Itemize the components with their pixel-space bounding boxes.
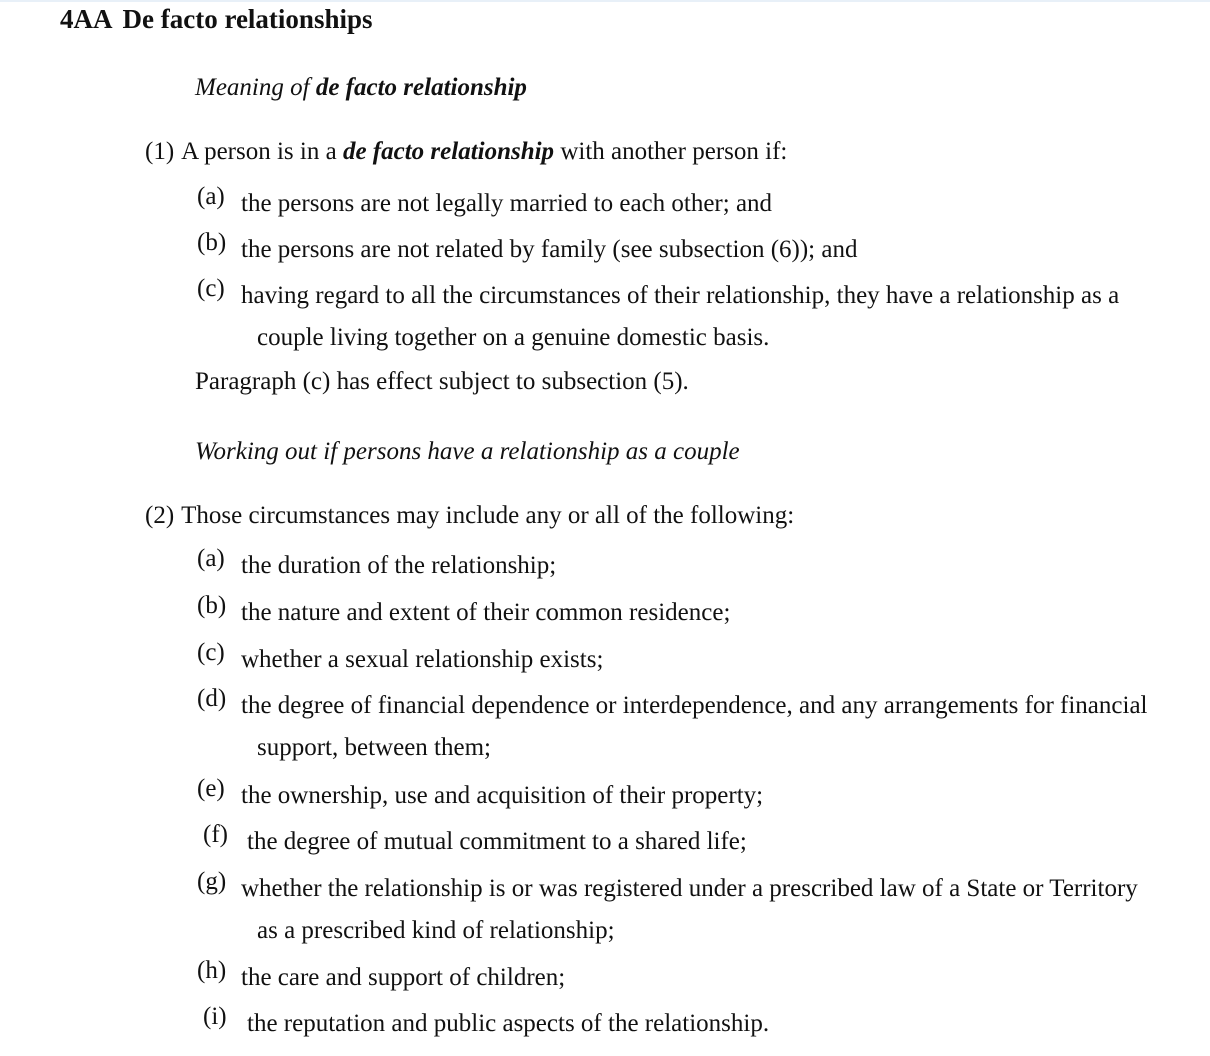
section-title: De facto relationships <box>122 4 373 34</box>
paragraph-label: (h) <box>197 957 227 984</box>
paragraph-text: the persons are not related by family (see subsection (6)); and <box>241 236 858 263</box>
section-number: 4AA <box>60 4 113 34</box>
paragraph-label: (a) <box>197 545 225 572</box>
paragraph-text: the degree of mutual commitment to a shared life; <box>247 828 747 855</box>
subsection-2 <box>145 502 794 530</box>
paragraph-text: the degree of financial dependence or interdependence, and any arrangements for financial support, between them; <box>241 692 1148 761</box>
paragraph-2f <box>203 821 1163 863</box>
paragraph-2c <box>197 639 1157 681</box>
subsection-text-before: A person is in a <box>181 138 337 165</box>
paragraph-label: (f) <box>203 821 228 848</box>
meaning-heading <box>195 74 527 102</box>
paragraph-label: (e) <box>197 775 225 802</box>
paragraph-text: the reputation and public aspects of the relationship. <box>247 1010 770 1037</box>
meaning-heading-prefix: Meaning of <box>195 74 310 101</box>
paragraph-label: (b) <box>197 592 227 619</box>
section-heading <box>60 4 373 35</box>
paragraph-label: (c) <box>197 275 225 302</box>
subsection-1 <box>145 138 787 166</box>
paragraph-label: (d) <box>197 685 227 712</box>
paragraph-2i <box>203 1003 1163 1045</box>
paragraph-label: (g) <box>197 868 227 895</box>
top-divider <box>0 0 1210 2</box>
paragraph-2h <box>197 957 1157 999</box>
paragraph-2b <box>197 592 1157 634</box>
paragraph-1a <box>197 183 1157 225</box>
paragraph-note: Paragraph (c) has effect subject to subsection (5). <box>195 368 689 395</box>
paragraph-text: whether a sexual relationship exists; <box>241 646 604 673</box>
paragraph-label: (i) <box>203 1003 227 1030</box>
paragraph-text: the nature and extent of their common residence; <box>241 599 731 626</box>
paragraph-label: (b) <box>197 229 227 256</box>
paragraph-text: the duration of the relationship; <box>241 552 557 579</box>
paragraph-2e <box>197 775 1157 817</box>
paragraph-2a <box>197 545 1157 587</box>
working-heading: Working out if persons have a relationship as a couple <box>195 438 740 465</box>
paragraph-label: (a) <box>197 183 225 210</box>
paragraph-1c <box>197 275 1157 359</box>
paragraph-label: (c) <box>197 639 225 666</box>
paragraph-2g <box>197 868 1157 952</box>
paragraph-2d <box>197 685 1157 769</box>
paragraph-text: whether the relationship is or was registered under a prescribed law of a State or Territory as a prescribed kind of relationship; <box>241 875 1138 944</box>
paragraph-text: the care and support of children; <box>241 964 566 991</box>
defined-term: de facto relationship <box>342 138 555 165</box>
subsection-number: (1) <box>145 138 175 165</box>
subsection-number: (2) <box>145 502 175 529</box>
subsection-text-after: with another person if: <box>560 138 788 165</box>
paragraph-text: the ownership, use and acquisition of their property; <box>241 782 764 809</box>
paragraph-1b <box>197 229 1157 271</box>
paragraph-text: having regard to all the circumstances of their relationship, they have a relationship as a couple living together on a genuine domestic basis. <box>241 282 1120 351</box>
paragraph-text: the persons are not legally married to each other; and <box>241 190 773 217</box>
subsection-text: Those circumstances may include any or all of the following: <box>181 502 795 529</box>
meaning-heading-term: de facto relationship <box>315 74 527 101</box>
